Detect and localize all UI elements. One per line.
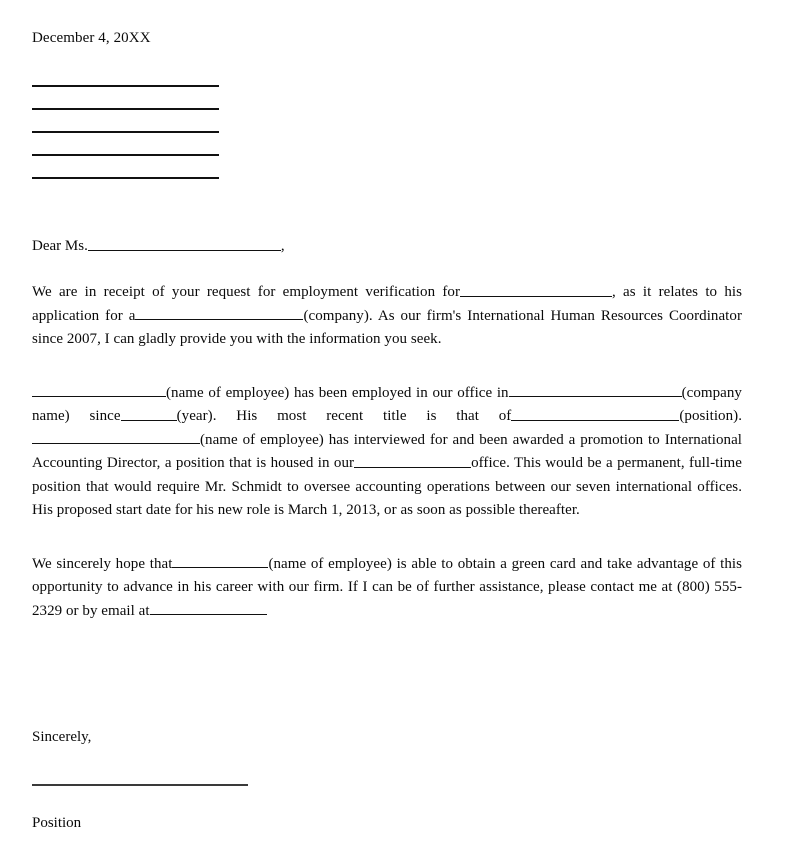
p2-segment-3: (year). His most recent title is that of (176, 408, 512, 424)
p1-employee-name-blank[interactable] (460, 283, 612, 297)
p2-company-name-blank[interactable] (509, 383, 682, 397)
address-blank-line-5[interactable] (32, 177, 219, 179)
paragraph-two (32, 382, 742, 523)
p1-company-blank[interactable] (135, 306, 303, 320)
letter-date: December 4, 20XX (32, 30, 151, 46)
signature-line[interactable] (32, 784, 248, 786)
salutation-name-blank[interactable] (88, 237, 281, 251)
p2-segment-4: (position). (679, 408, 742, 424)
salutation-suffix: , (280, 238, 285, 254)
p1-segment-1: We are in receipt of your request for employment verification for (32, 284, 461, 300)
address-blank-line-3[interactable] (32, 131, 219, 133)
p2-position-blank[interactable] (511, 407, 679, 421)
p2-segment-1: (name of employee) has been employed in our office in (166, 384, 509, 401)
p3-employee-name-blank[interactable] (172, 554, 268, 568)
recipient-address-block (30, 85, 742, 179)
salutation-prefix: Dear Ms. (32, 238, 88, 254)
p2-segment-2: (company name) since (32, 384, 742, 424)
p2-employee-name-blank-1[interactable] (32, 383, 166, 397)
closing-salutation: Sincerely, (32, 729, 92, 745)
paragraph-one (32, 281, 742, 352)
paragraph-three (32, 553, 742, 624)
address-blank-line-2[interactable] (32, 108, 219, 110)
p2-office-blank[interactable] (354, 454, 471, 468)
p3-email-blank[interactable] (150, 601, 267, 615)
p3-segment-1: We sincerely hope that (32, 555, 173, 572)
address-blank-line-1[interactable] (32, 85, 219, 87)
address-blank-line-4[interactable] (32, 154, 219, 156)
p2-year-blank[interactable] (121, 407, 177, 421)
p1-segment-3: (company). As our firm's International Human Resources Coordinator since 2007, I can gladly provide you with the information you seek. (32, 307, 742, 347)
p1-segment-2: , as it relates to his application for a (32, 284, 742, 324)
salutation (32, 236, 742, 256)
p3-segment-2: (name of employee) is able to obtain a green card and take advantage of this opportunity to advance in his career with our firm. If I can be of further assistance, please contact me at (800) 555-2329 or by email at (32, 555, 743, 619)
position-label: Position (32, 815, 82, 831)
p2-segment-6: office. This would be a permanent, full-time position that would require Mr. Schmidt to oversee accounting operations between our seven international offices. His proposed start date for his new role is March 1, 2013, or as soon as possible thereafter. (32, 455, 742, 518)
p2-segment-5: (name of employee) has interviewed for and been awarded a promotion to International Accounting Director, a position that is housed in our (32, 431, 742, 471)
p2-employee-name-blank-2[interactable] (32, 430, 200, 444)
